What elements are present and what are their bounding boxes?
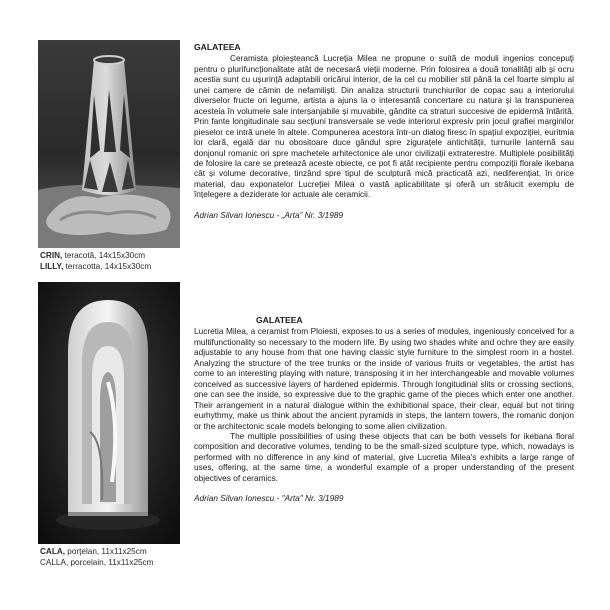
- article-title-ro: GALATEEA: [194, 42, 241, 52]
- crin-caption-en: LILLY, terracotta, 14x15x30cm: [40, 261, 152, 271]
- article-english: [194, 315, 574, 504]
- article-romanian: [194, 42, 574, 220]
- article-title-en: GALATEEA: [256, 315, 303, 325]
- crin-caption: [40, 251, 200, 272]
- cala-sculpture-photo: [38, 282, 180, 544]
- cala-caption-ro: CALA, porțelan, 11x11x25cm: [40, 547, 147, 556]
- cala-sculpture-image: [38, 282, 180, 544]
- article-body-ro: Ceramista ploieșteancă Lucreția Milea ne propune o suită de moduli ingenios concepuți pentru o plurifuncționalitate atât de necesară vieții moderne. Prin folosirea a două tonalități alb și ocru acestia sunt cu ușurință adaptabili oricărui interior, de la cel cu mobilier stil până la cel foarte simplu al unei camere de cămin de nefamiliști. Din analiza structurii trunchiurilor de copac sau a interiorului diverselor fructe ori legume, artista a ajuns la o interesantă concertare cu natura și la transpunerea acesteia în volumele sale interșanjabile și muvabile, gândite ca straturi succesive de epidermă întărită. Prin fante longitudinale sau secțiuni transversale se vede interiorul expresiv prin jocul grafiei marginilor pieselor ce intră unele în altele. Compunerea acestora într-un dialog firesc în spațiul expoziției, euritmia lor clară, egală dar nu obositoare duce gândul spre zigurațele antichității, turnurile lanternă sau donjonul romanic ori spre machetele arhitectonice ale unor civilizații extraterestre. Multiplele posibilități de folosire la care se pretează aceste obiecte, ce pot fi atât recipiente pentru compoziții florale ikebana cât și volume decorative, tinzând spre tipul de sculptură mică practicată azi, nediferențiat, în orice material, dau exponatelor Lucreției Milea o vastă aplicabilitate și oferă un strălucit exemplu de înțelegere a deziderate lor actuale ale ceramicii.: [194, 53, 574, 200]
- crin-sculpture-image: [38, 40, 180, 248]
- cala-caption: [40, 547, 200, 568]
- article-body-en-paragraph-1: Lucretia Milea, a ceramist from Ploiesti, exposes to us a series of modules, ingeniously conceived for a multifunctionality so necessary to the modern life. By using two shades white and ochre they are easily adjustable to any house from that one having classic style furniture to the simplest room in a hostel. Analyzing the structure of the tree trunks or the inside of various fruits or vegetables, the artist has come to an interesting playing with nature, transposing it in her interchangeable and movable volumes conceived as successive layers of hardened epidermis. Through longitudinal slits or crossing sections, one can see the inside, so expressive due to the graphic game of the pieces which enter one another. Their arrangement in a natural dialogue within the exhibitional space, their clear, equal but not tiring eurhythmy, make us think about the ancient pyramids in steps, the lantern towers, the romanic donjon or the architectonic scale models belonging to some alien civilization.: [194, 326, 574, 431]
- citation-en: Adrian Silvan Ionescu - "Arta" Nr. 3/1989: [194, 493, 344, 504]
- article-body-en-paragraph-2: The multiple possibilities of using these objects that can be both vessels for ikebana floral composition and decorative volumes, tending to be the small-sized sculpture type, which, nowadays is performed with no difference in any kind of material, give Lucretia Milea's exhibits a large range of uses, offering, at the same time, a wonderful example of a proper understanding of the present objectives of ceramics.: [194, 430, 574, 483]
- cala-caption-en: CALLA, porcelain, 11x11x25cm: [40, 557, 154, 567]
- crin-sculpture-photo: [38, 40, 180, 248]
- citation-ro: Adrian Silvan Ionescu - „Arta” Nr. 3/1989: [194, 209, 344, 220]
- crin-caption-ro: CRIN, teracotă, 14x15x30cm: [40, 251, 146, 260]
